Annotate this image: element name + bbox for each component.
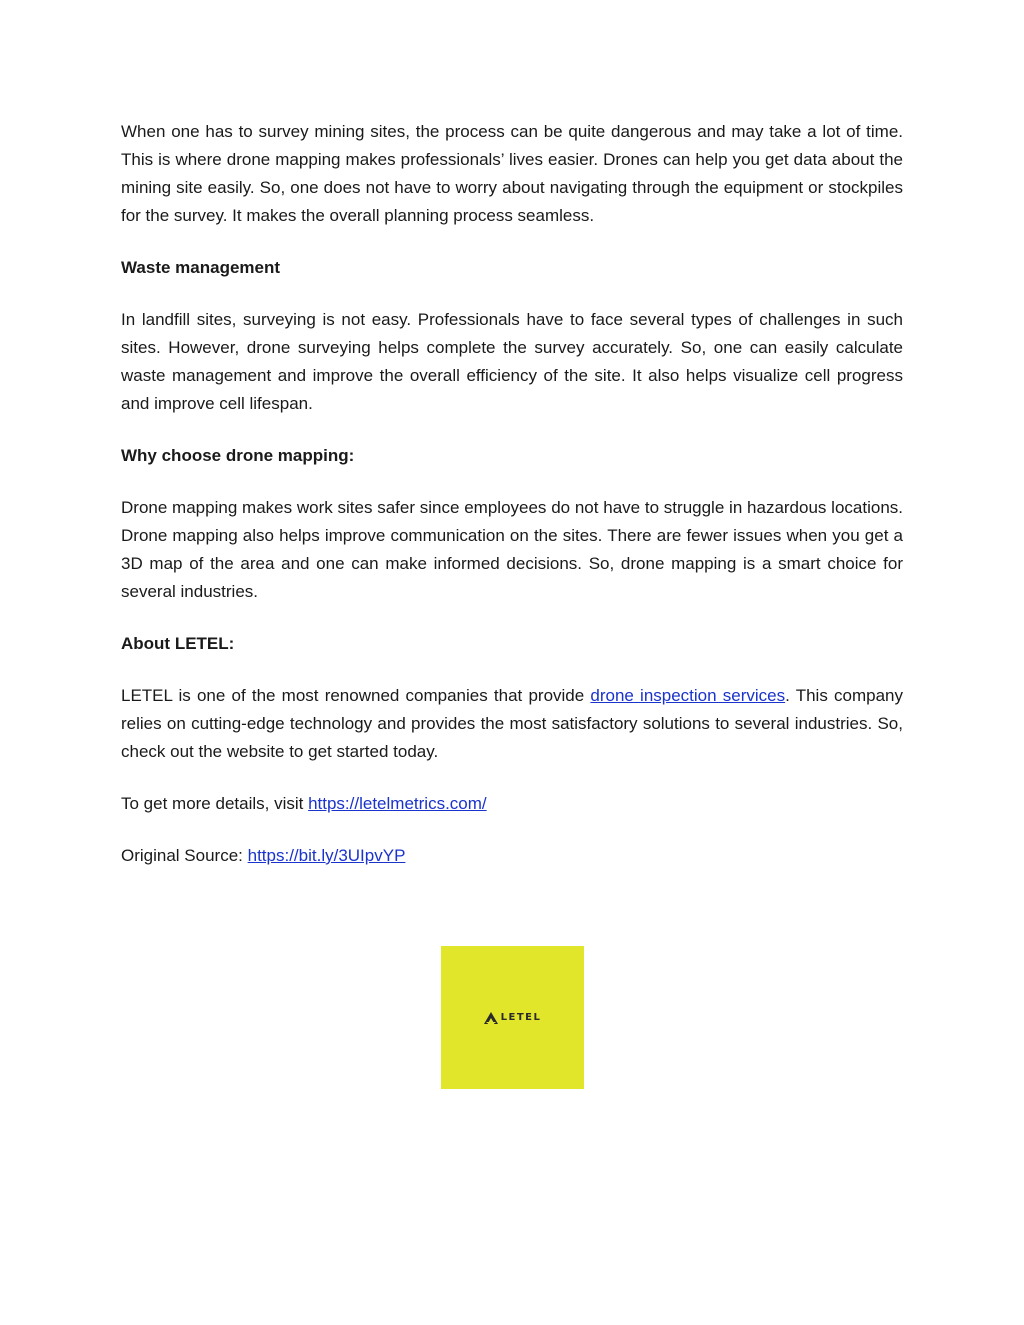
why-choose-paragraph: Drone mapping makes work sites safer since employees do not have to struggle in hazardous locations. Drone mapping also helps improve communication on the sites. There are fewer issues when you get a 3D map of the area and one can make informed decisions. So, drone mapping is a smart choice for several industries. [121,498,903,601]
about-text-end: . This company relies on cutting-edge technology and provides the most satisfactory solutions to several industries. So, check out the website to get started today. [121,686,903,761]
logo-text: LETEL [500,1012,542,1023]
details-prefix: To get more details, visit [121,794,309,813]
source-prefix: Original Source: [121,846,248,865]
logo-inner [484,1012,542,1024]
waste-management-paragraph: In landfill sites, surveying is not easy. Professionals have to face several types of challenges in such sites. However, drone surveying helps complete the survey accurately. So, one can easily calculate waste management and improve the overall efficiency of the site. It also helps visualize cell progress and improve cell lifespan. [121,310,903,413]
original-source-link[interactable]: https://bit.ly/3UIpvYP [247,846,406,865]
details-line [121,790,903,818]
why-choose-heading: Why choose drone mapping: [121,446,355,465]
about-text-start: LETEL is one of the most renowned companies that provide [121,686,591,705]
letel-logo [441,946,584,1089]
waste-management-heading: Waste management [121,258,281,277]
letelmetrics-link[interactable]: https://letelmetrics.com/ [308,794,487,813]
intro-paragraph: When one has to survey mining sites, the process can be quite dangerous and may take a lot of time. This is where drone mapping makes professionals’ lives easier. Drones can help you get data about the mining site easily. So, one does not have to worry about navigating through the equipment or stockpiles for the survey. It makes the overall planning process seamless. [121,122,903,225]
about-letel-paragraph [121,682,903,766]
document-body [121,118,903,870]
letel-a-icon [484,1012,498,1024]
about-letel-heading: About LETEL: [121,634,235,653]
drone-inspection-services-link[interactable]: drone inspection services [590,686,786,705]
source-line [121,842,903,870]
